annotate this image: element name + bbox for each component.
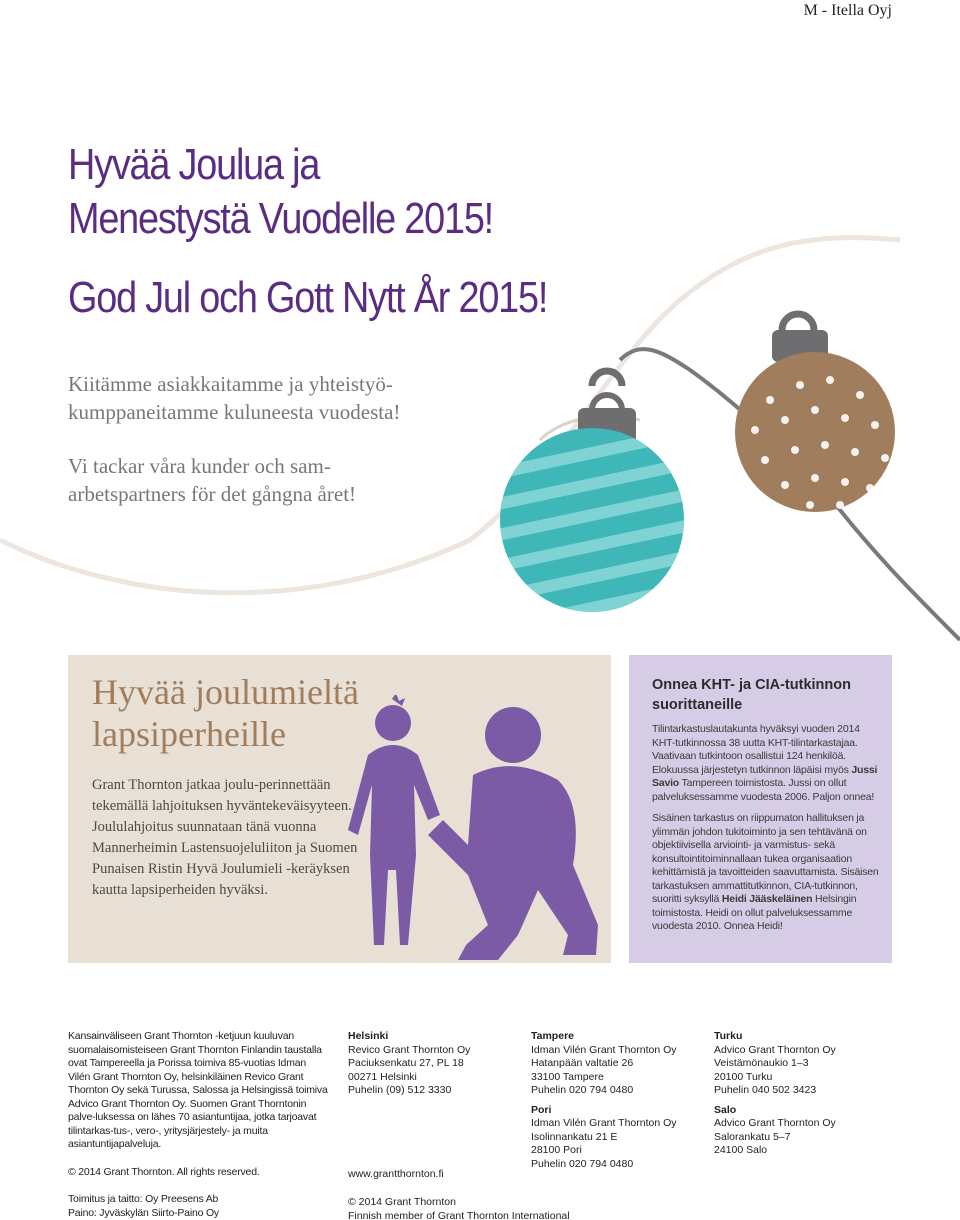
thanks-finnish — [68, 370, 508, 426]
salo-city: Salo — [714, 1103, 737, 1116]
kht-p2-text-a: Sisäinen tarkastus on riippumaton hallituksen ja ylimmän johdon tukitoiminto ja sen tehtävänä on objektiivisella arviointi- ja varmistus- sekä konsultointitoiminnallaan tukea organisaation kehittämistä ja tavoitteiden saavuttamista. Sisäisen tarkastuksen ammattitutkinnon, CIA-tutkinnon, suoritti syksyllä — [652, 812, 879, 905]
turku-line4: Puhelin 040 502 3423 — [714, 1084, 817, 1096]
footer-about-text: Kansainväliseen Grant Thornton -ketjuun kuuluvan suomalaisomisteiseen Grant Thornton Finlandin taustalla ovat Tampereella ja Porissa toimiva 85-vuotias Idman Vilén Grant Thornton Oy, helsinkiläinen Revico Grant Thornton Oy sekä Turussa, Salossa ja Helsingissä toimiva Advico Grant Thornton Oy. Suomen Grant Thorntonin palve-luksessa on lähes 70 asiantuntijaa, jotka tarjoavat tilintarkas-tus-, vero-, yritysjärjestely- ja muita asiantuntijapalveluja. — [68, 1030, 328, 1150]
footer-copyright — [348, 1196, 598, 1220]
salo-line2: Salorankatu 5–7 — [714, 1130, 791, 1143]
salo-line3: 24100 Salo — [714, 1144, 768, 1156]
pori-line3: 28100 Pori — [531, 1144, 582, 1156]
tampere-line2: Hatanpään valtatie 26 — [531, 1057, 634, 1069]
pori-city: Pori — [531, 1103, 552, 1116]
turku-city: Turku — [714, 1030, 743, 1042]
family-title-line1: Hyvää joulumieltä — [92, 672, 359, 712]
helsinki-line2: Paciuksenkatu 27, PL 18 — [348, 1057, 464, 1069]
family-donation-box — [68, 655, 611, 963]
footer-rights: © 2014 Grant Thornton. All rights reserved. — [68, 1165, 260, 1178]
kht-p2-name: Heidi Jääskeläinen — [721, 893, 813, 905]
kht-p2-text-b: Helsingin toimistosta. Heidi on ollut palveluksessamme vuodesta 2010. Onnea Heidi! — [652, 893, 857, 932]
helsinki-line4: Puhelin (09) 512 3330 — [348, 1084, 452, 1096]
footer-turku-salo — [714, 1030, 884, 1158]
kht-congratulations-box — [629, 655, 892, 963]
tampere-line4: Puhelin 020 794 0480 — [531, 1084, 634, 1096]
footer-about — [68, 1030, 330, 1220]
copyright-line1: © 2014 Grant Thornton — [348, 1196, 456, 1208]
thanks-fi-line2: kumppaneitamme kuluneesta vuodesta! — [68, 400, 401, 424]
hero-fi-line2: Menestystä Vuodelle 2015! — [68, 194, 493, 243]
kht-p1-name: Jussi Savio — [652, 763, 878, 789]
family-box-body: Grant Thornton jatkaa joulu-perinnettään tekemällä lahjoituksen hyväntekeväisyyteen. Joululahjoitus suunnataan tänä vuonna Mannerheimin Lastensuojeluliiton ja Suomen Punaisen Ristin Hyvä Joulumieli -keräyksen kautta lapsiperheiden hyväksi. — [92, 777, 358, 898]
kht-box-title: Onnea KHT- ja CIA-tutkinnon suorittaneille — [652, 677, 851, 713]
publisher-tag: M - Itella Oyj — [803, 2, 892, 19]
turku-line2: Veistämönaukio 1–3 — [714, 1057, 809, 1069]
thanks-sv-line2: arbetspartners för det gångna året! — [68, 482, 357, 506]
hero-sv-line: God Jul och Gott Nytt År 2015! — [68, 273, 548, 322]
tampere-city: Tampere — [531, 1030, 574, 1042]
pori-line1: Idman Vilén Grant Thornton Oy — [531, 1117, 677, 1129]
copyright-line2: Finnish member of Grant Thornton International — [348, 1209, 570, 1220]
pori-office — [531, 1104, 701, 1172]
thanks-swedish — [68, 452, 508, 508]
salo-line1: Advico Grant Thornton Oy — [714, 1117, 836, 1129]
salo-office — [714, 1104, 884, 1158]
footer-credits-2: Paino: Jyväskylän Siirto-Paino Oy — [68, 1206, 219, 1219]
thanks-sv-line1: Vi tackar våra kunder och sam- — [68, 454, 331, 478]
website-link[interactable]: www.grantthornton.fi — [348, 1168, 444, 1180]
family-title-line2: lapsiperheille — [92, 714, 286, 754]
tampere-line1: Idman Vilén Grant Thornton Oy — [531, 1043, 677, 1056]
teal-ornament-icon — [481, 371, 718, 637]
pori-line2: Isolinnankatu 21 E — [531, 1130, 618, 1143]
hero-greeting — [68, 138, 670, 325]
kht-p1-text-a: Tilintarkastuslautakunta hyväksyi vuoden 2014 KHT-tutkinnossa 38 uutta KHT-tilintarkastajaa. Vaativaan tutkintoon osallistui 124 henkilöä. Elokuussa järjestetyn tutkinnon läpäisi myös — [652, 723, 860, 776]
footer-tampere-pori — [531, 1030, 701, 1171]
footer-credits — [68, 1193, 330, 1220]
hero-fi-line1: Hyvää Joulua ja — [68, 140, 320, 189]
tampere-line3: 33100 Tampere — [531, 1070, 604, 1083]
pori-line4: Puhelin 020 794 0480 — [531, 1157, 634, 1170]
turku-line3: 20100 Turku — [714, 1070, 773, 1083]
helsinki-city: Helsinki — [348, 1030, 389, 1042]
kht-paragraph-2 — [652, 812, 884, 934]
helsinki-line1: Revico Grant Thornton Oy — [348, 1043, 471, 1056]
parent-child-silhouette-icon — [348, 695, 611, 963]
thanks-fi-line1: Kiitämme asiakkaitamme ja yhteistyö- — [68, 372, 393, 396]
helsinki-line3: 00271 Helsinki — [348, 1070, 417, 1083]
kht-p1-text-b: Tampereen toimistosta. Jussi on ollut palveluksessamme vuodesta 2006. Paljon onnea! — [652, 777, 875, 803]
kht-paragraph-1 — [652, 723, 884, 804]
turku-line1: Advico Grant Thornton Oy — [714, 1043, 836, 1056]
footer-credits-1: Toimitus ja taitto: Oy Preesens Ab — [68, 1193, 219, 1205]
star-ornament-icon — [735, 314, 895, 512]
